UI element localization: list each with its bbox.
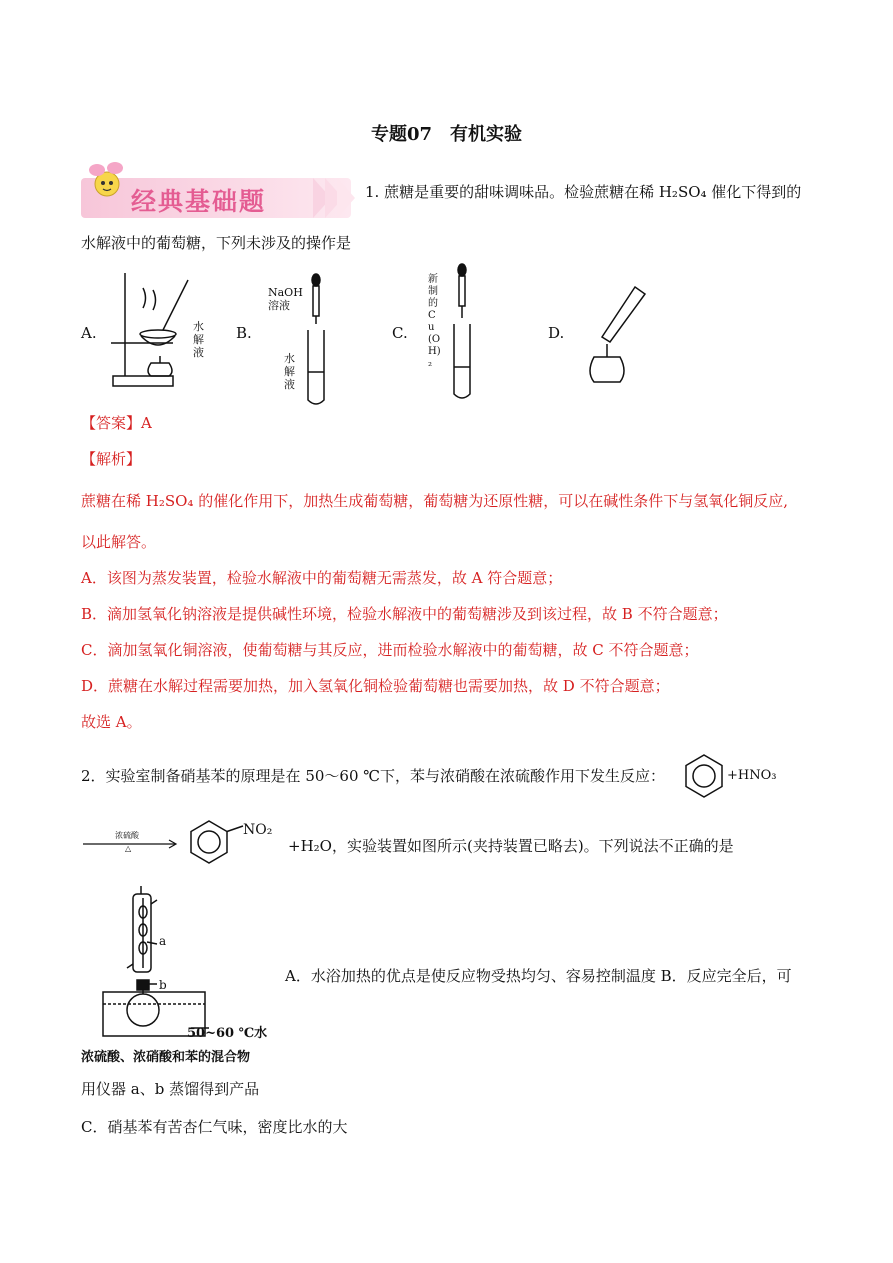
section-banner <box>81 158 361 224</box>
arrow-bottom-label: △ <box>125 844 132 853</box>
q1-stem-line1: 1. 蔗糖是重要的甜味调味品。检验蔗糖在稀 H₂SO₄ 催化下得到的 <box>365 183 802 201</box>
q1-option-c-label: C. <box>392 324 408 342</box>
q1-figure-cuoh2 <box>416 262 486 406</box>
analysis-d: D．蔗糖在水解过程需要加热，加入氢氧化铜检验葡萄糖也需要加热，故 D 不符合题意； <box>81 677 670 695</box>
q1-option-d-label: D. <box>548 324 565 342</box>
benzene-ring-icon <box>680 752 728 804</box>
analysis-a: A．该图为蒸发装置，检验水解液中的葡萄糖无需蒸发，故 A 符合题意； <box>81 569 563 587</box>
q2-option-c: C．硝基苯有苦杏仁气味，密度比水的大 <box>81 1118 348 1136</box>
q1-stem-line2: 水解液中的葡萄糖，下列未涉及的操作是 <box>81 234 352 252</box>
q1-answer <box>81 413 152 433</box>
arrow-top-label: 浓硫酸 <box>115 831 139 840</box>
q2-stem-line1: 2．实验室制备硝基苯的原理是在 50～60 ℃下，苯与浓硝酸在浓硫酸作用下发生反应： <box>81 767 666 785</box>
fig-label-temp: 50~60 ℃水 <box>187 1026 268 1041</box>
q1-option-b-label: B. <box>236 324 252 342</box>
fig-a-label: 水解液 <box>193 320 204 359</box>
fig-b-label-side: 水解液 <box>284 352 295 391</box>
analysis-line1: 蔗糖在稀 H₂SO₄ 的催化作用下，加热生成葡萄糖，葡萄糖为还原性糖，可以在碱性条件下与氢氧化铜反应, <box>81 492 788 510</box>
q1-figure-evaporation <box>103 268 218 397</box>
answer-value: A <box>141 414 152 432</box>
page-title: 专题07 有机实验 <box>370 124 523 145</box>
nitro-group: NO₂ <box>243 822 273 838</box>
q2-stem-line2: +H₂O，实验装置如图所示(夹持装置已略去)。下列说法不正确的是 <box>288 837 734 855</box>
q2-option-ab: A．水浴加热的优点是使反应物受热均匀、容易控制温度 B．反应完全后，可 <box>285 967 792 985</box>
reaction-arrow <box>81 830 181 854</box>
analysis-conclusion: 故选 A。 <box>81 713 142 731</box>
q1-figure-naoh <box>268 272 338 416</box>
q2-apparatus-figure <box>81 884 281 1064</box>
analysis-c: C．滴加氢氧化铜溶液，使葡萄糖与其反应，进而检验水解液中的葡萄糖，故 C 不符合题意； <box>81 641 699 659</box>
fig-label-b: b <box>159 978 167 992</box>
analysis-tag: 【解析】 <box>81 450 142 468</box>
banner-text: 经典基础题 <box>131 187 267 216</box>
q2-reagent: +HNO₃ <box>727 768 777 783</box>
analysis-b: B．滴加氢氧化钠溶液是提供碱性环境，检验水解液中的葡萄糖涉及到该过程，故 B 不符合题意； <box>81 605 728 623</box>
answer-tag: 【答案】 <box>81 414 142 432</box>
fig-c-label: 新制的Cu(OH)₂ <box>428 274 441 369</box>
fig-caption: 浓硫酸、浓硝酸和苯的混合物 <box>81 1050 251 1065</box>
q2-option-b-continued: 用仪器 a、b 蒸馏得到产品 <box>81 1080 260 1098</box>
q1-figure-heating <box>580 282 650 391</box>
q1-option-a-label: A. <box>81 324 97 342</box>
fig-label-a: a <box>159 934 167 948</box>
fig-b-label-top: NaOH溶液 <box>268 286 303 312</box>
analysis-line2: 以此解答。 <box>81 533 157 551</box>
